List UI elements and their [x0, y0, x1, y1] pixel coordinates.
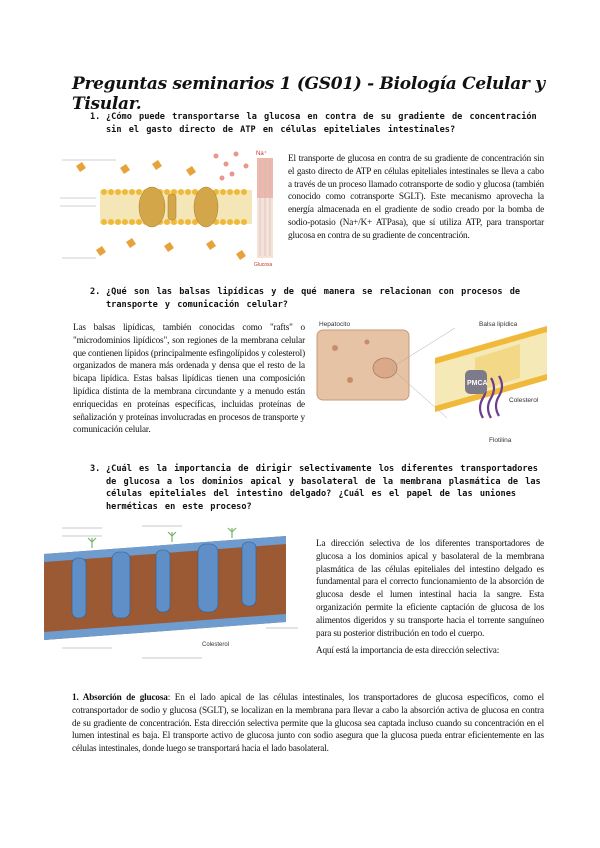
- question-2: [90, 286, 552, 312]
- point-1-heading: 1. Absorción de glucosa: [72, 692, 168, 702]
- question-number: 3.: [90, 464, 101, 474]
- glucose-transport-figure: [56, 146, 278, 268]
- lipid-raft-figure: [315, 318, 551, 446]
- balsa-label: Balsa lipídica: [479, 321, 518, 328]
- answer-3: La dirección selectiva de los diferentes transportadores de glucosa a los dominios apical y basolateral de la membrana plasmática de las células epiteliales del intestino delgado es fundamental para el correcto funcionamiento de la absorción de glucosa desde el lumen intestinal hacia la sangre. Esta organización permite la eficiente captación de glucosa de los alimentos digeridos y su transporte hacia el torrente sanguíneo para su posterior distribución en todo el cuerpo.: [316, 538, 544, 638]
- membrane-domains-figure: [32, 522, 304, 664]
- colesterol-label: Colesterol: [202, 642, 230, 648]
- question-text: ¿Cómo puede transportarse la glucosa en contra de su gradiente de concentración sin el gasto directo de ATP en células epiteliales intestinales?: [106, 112, 537, 135]
- point-1-body: : En el lado apical de las células intestinales, los transportadores de glucosa específicos, como el cotransportador de sodio y glucosa (SGLT), se localizan en la membrana para llevar a cabo la absorción activa de glucosa en contra de su gradiente de concentración. Esta dirección selectiva permite que la glucosa sea captada incluso cuando su concentración en el lumen intestinal es baja. El transporte activo de glucosa junto con sodio asegura que la glucosa pueda entrar eficientemente en las células intestinales, donde luego se transportará hacia el lado basolateral.: [72, 692, 544, 754]
- question-text: ¿Cuál es la importancia de dirigir selectivamente los diferentes transportadores de glucosa a los dominios apical y basolateral de la membrana plasmática de las células epiteliales del intestino delgado? ¿Cuál es el papel de las uniones herméticas en este proceso?: [106, 464, 541, 512]
- answer-1: El transporte de glucosa en contra de su gradiente de concentración sin el gasto directo de ATP en células epiteliales intestinales se lleva a cabo a través de un proceso llamado cotransporte de sodio y glucosa (también conocido como cotransporte SGLT). Este mecanismo aprovecha la energía almacenada en el gradiente de sodio creado por la bomba de sodio-potasio (Na+/K+ ATPasa), que sí utiliza ATP, para transportar glucosa en contra de su gradiente de concentración.: [288, 153, 544, 240]
- point-1-paragraph: [72, 691, 544, 755]
- answer-3-intro: Aquí está la importancia de esta dirección selectiva:: [316, 645, 500, 655]
- question-number: 2.: [90, 287, 101, 297]
- hepatocito-label: Hepatocito: [319, 321, 351, 328]
- na-label: Na⁺: [256, 151, 267, 157]
- pmca-label: PMCA: [467, 380, 488, 387]
- colesterol-label: Colesterol: [509, 397, 539, 404]
- page-title: Preguntas seminarios 1 (GS01) - Biología Celular y Tisular.: [72, 74, 545, 114]
- answer-2: Las balsas lipídicas, también conocidas como "rafts" o "microdominios lipídicos", son regiones de la membrana celular que contienen lípidos (principalmente esfingolípidos y colesterol) organizados de manera más ordenada y densa que el resto de la bicapa lipídica. Estas balsas lipídicas tienen una composición lipídica distinta de la membrana circundante y a menudo están enriquecidas en proteínas específicas, incluidas proteínas de señalización y proteínas involucradas en procesos de transporte y comunicación celular.: [73, 322, 305, 435]
- question-text: ¿Qué son las balsas lipídicas y de qué manera se relacionan con procesos de transporte y comunicación celular?: [106, 287, 521, 310]
- flotilina-label: Flotilina: [489, 437, 512, 444]
- glut-protein: [194, 187, 218, 227]
- question-1: [90, 111, 552, 137]
- glucosa-label: Glucosa: [254, 262, 273, 268]
- sglt-protein: [139, 187, 165, 227]
- question-number: 1.: [90, 112, 101, 122]
- question-3: [90, 463, 552, 515]
